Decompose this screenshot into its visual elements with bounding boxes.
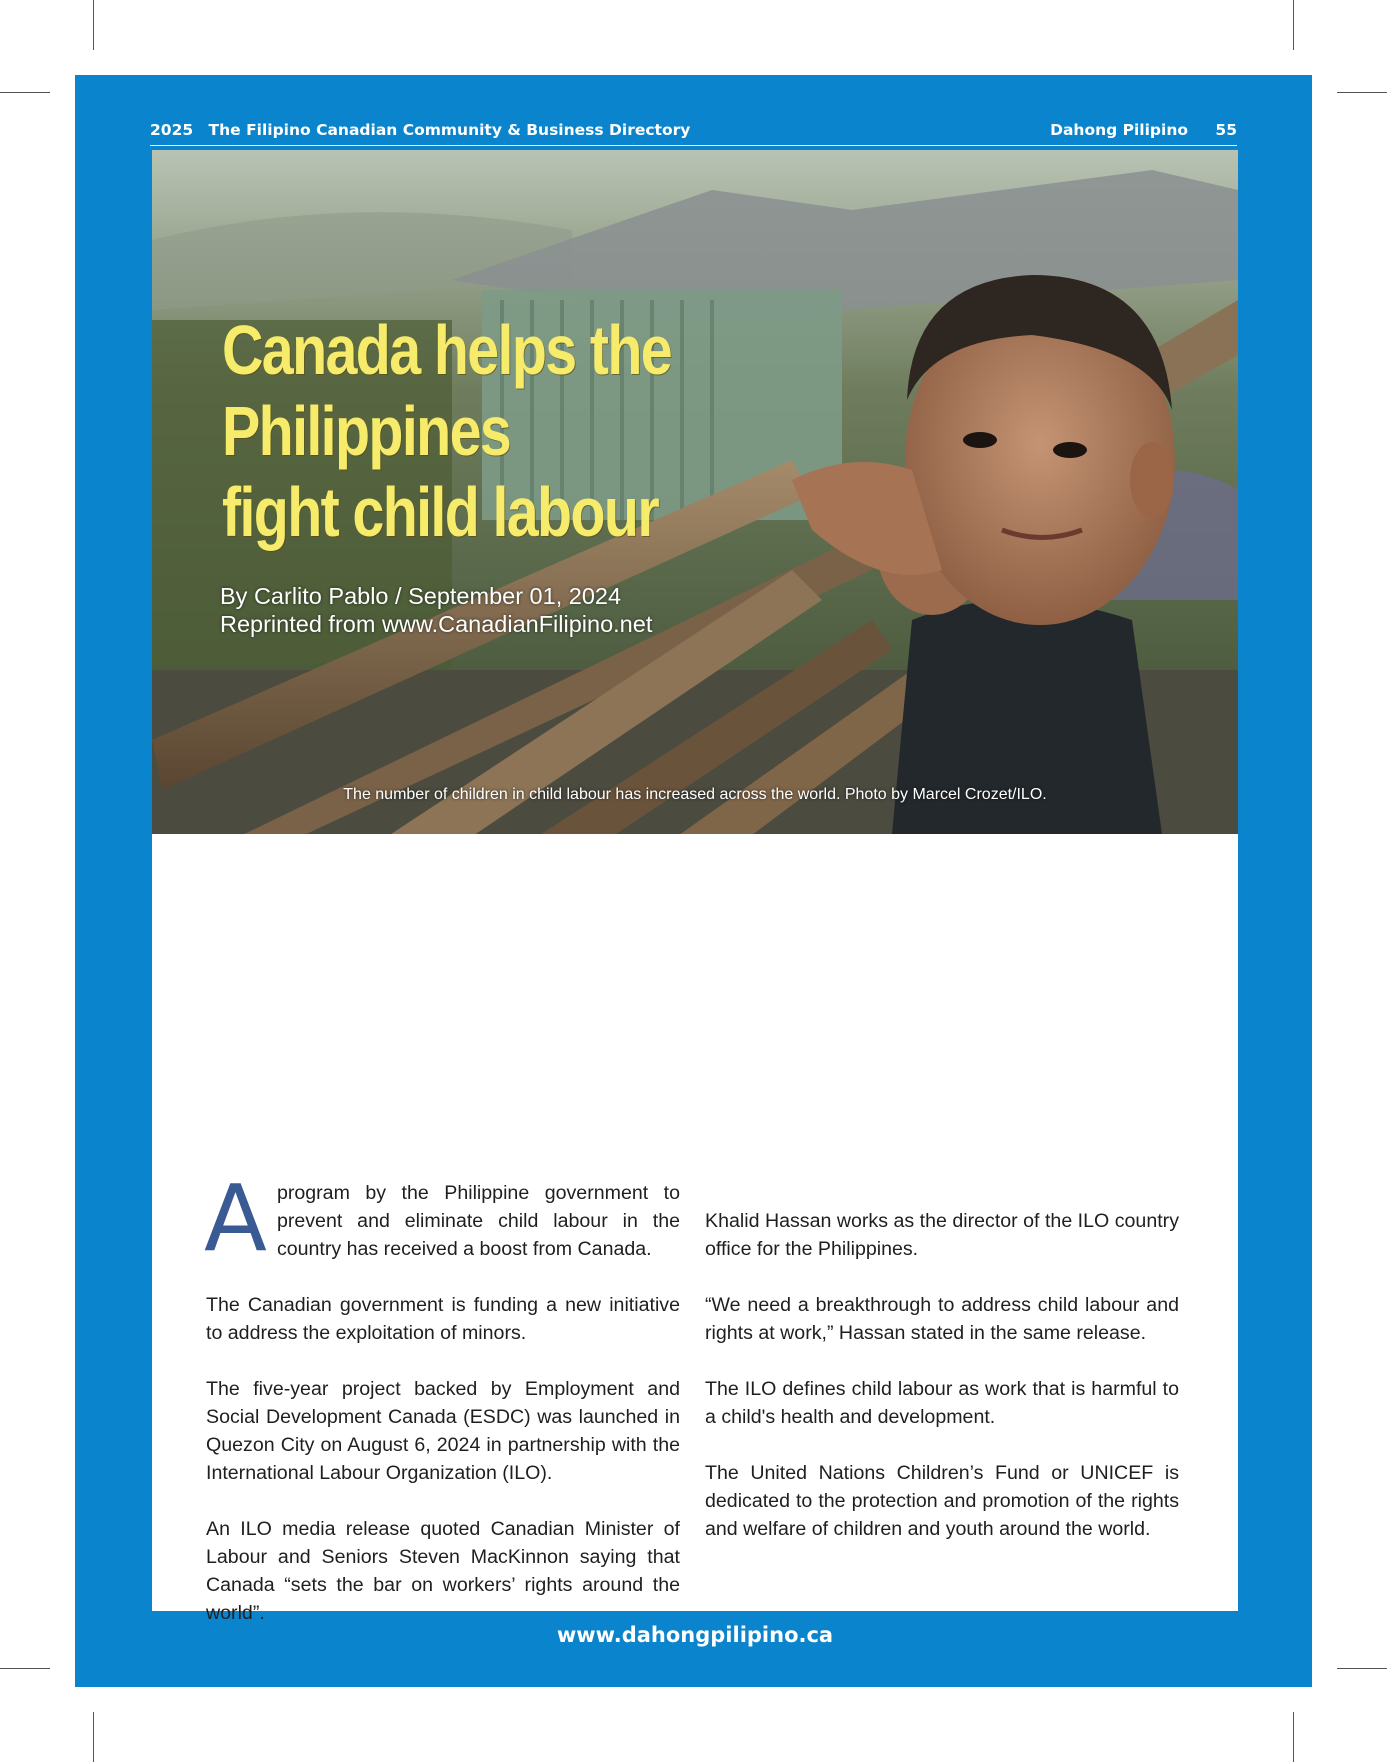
page-number: 55 xyxy=(1215,121,1237,139)
header-year: 2025 xyxy=(150,121,194,139)
headline-line: Canada helps the xyxy=(222,311,672,389)
article-paragraph: An ILO media release quoted Canadian Minister of Labour and Seniors Steven MacKinnon saying that Canada “sets the bar on workers’ rights around the world”. xyxy=(206,1518,680,1624)
crop-mark xyxy=(1293,0,1294,50)
hero-photo xyxy=(152,150,1238,834)
header-section: Dahong Pilipino xyxy=(1050,121,1189,139)
page-frame xyxy=(75,75,1312,1687)
crop-mark xyxy=(1337,1668,1387,1669)
article-paragraph: “We need a breakthrough to address child labour and rights at work,” Hassan stated in the same release. xyxy=(705,1294,1179,1344)
crop-mark xyxy=(93,1712,94,1762)
article-paragraph: The ILO defines child labour as work that is harmful to a child's health and development. xyxy=(705,1378,1179,1428)
reprint-source: Reprinted from www.CanadianFilipino.net xyxy=(220,611,653,637)
article-paragraph: The five-year project backed by Employment and Social Development Canada (ESDC) was launched in Quezon City on August 6, 2024 in partnership with the International Labour Organization (ILO). xyxy=(206,1378,680,1484)
article-paragraph xyxy=(204,1165,680,1272)
crop-mark xyxy=(1337,92,1387,93)
headline-line: Philippines xyxy=(222,392,511,470)
drop-cap: A xyxy=(204,1165,267,1272)
crop-mark xyxy=(93,0,94,50)
photo-caption: The number of children in child labour has increased across the world. Photo by Marcel Crozet/ILO. xyxy=(343,786,1047,803)
article-paragraph: The Canadian government is funding a new initiative to address the exploitation of minors. xyxy=(206,1294,680,1344)
header-publication-title: The Filipino Canadian Community & Business Directory xyxy=(208,121,691,139)
paragraph-text: program by the Philippine government to prevent and eliminate child labour in the country has received a boost from Canada. xyxy=(276,1182,680,1260)
article-headline xyxy=(222,310,671,553)
article-paragraph: Khalid Hassan works as the director of the ILO country office for the Philippines. xyxy=(705,1210,1179,1260)
article-column-right xyxy=(705,1207,1179,1571)
crop-mark xyxy=(0,1668,50,1669)
article-paragraph: The United Nations Children’s Fund or UNICEF is dedicated to the protection and promotion of the rights and welfare of children and youth around the world. xyxy=(705,1462,1179,1540)
byline xyxy=(220,582,652,638)
running-header xyxy=(150,115,1237,146)
footer-url: www.dahongpilipino.ca xyxy=(556,1623,834,1647)
article-panel xyxy=(152,834,1238,1624)
crop-mark xyxy=(1293,1712,1294,1762)
crop-mark xyxy=(0,92,50,93)
headline-line: fight child labour xyxy=(222,473,659,551)
article-column-left xyxy=(204,1165,680,1655)
author-date: By Carlito Pablo / September 01, 2024 xyxy=(220,583,622,609)
